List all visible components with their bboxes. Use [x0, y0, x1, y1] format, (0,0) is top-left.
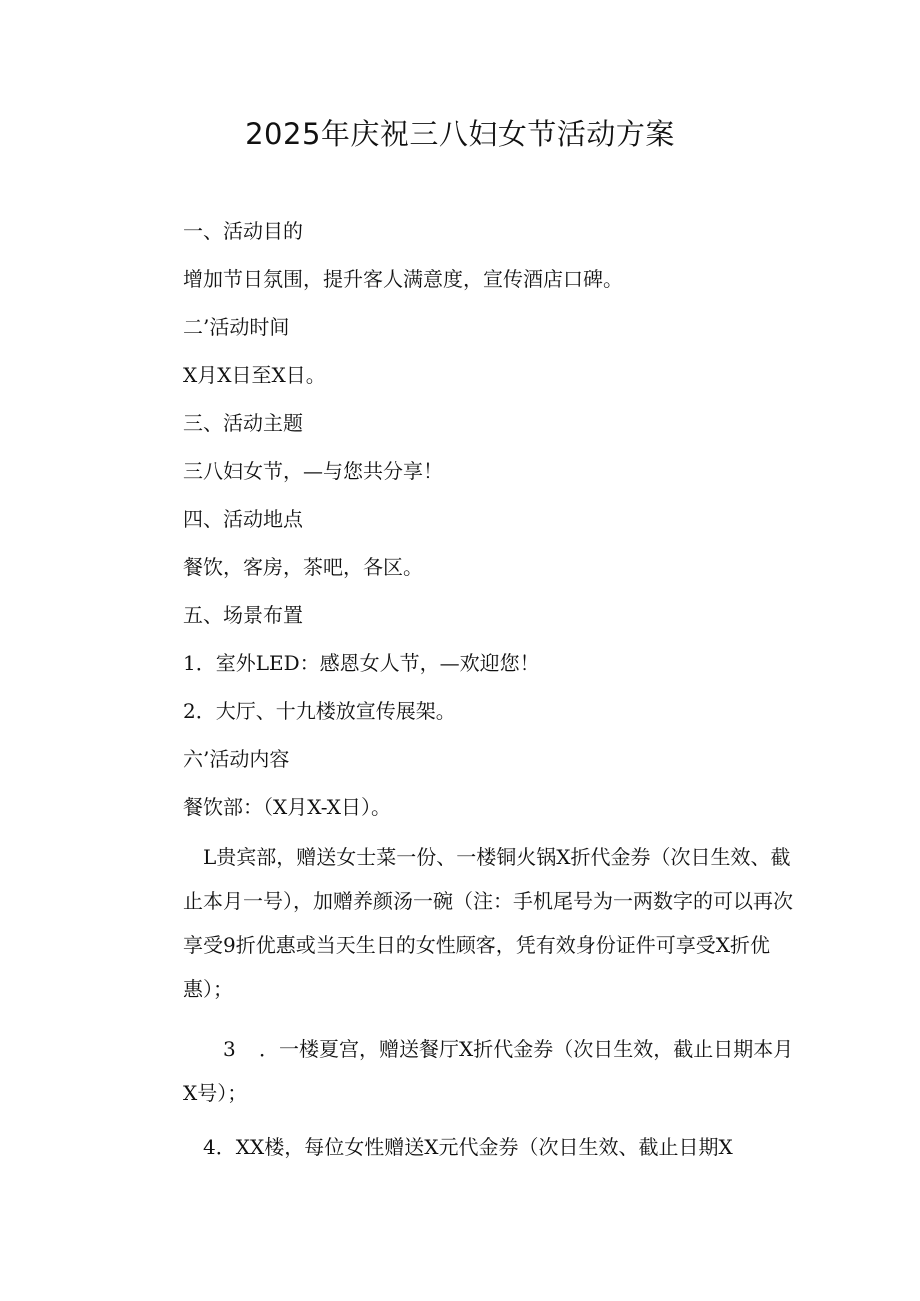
section-heading-decoration: 五、场景布置 — [183, 603, 303, 627]
item-number: 3 — [223, 1037, 236, 1061]
paragraph-location: 餐饮，客房，茶吧，各区。 — [183, 555, 423, 579]
paragraph-xx-floor-offer: 4．XX楼，每位女性赠送X元代金券（次日生效、截止日期X — [203, 1135, 733, 1159]
paragraph-catering: 餐饮部：（X月X-X日）。 — [183, 795, 392, 819]
section-heading-time: 二’活动时间 — [183, 315, 290, 339]
document-title: 2025年庆祝三八妇女节活动方案 — [245, 117, 675, 151]
paragraph-purpose: 增加节日氛围，提升客人满意度，宣传酒店口碑。 — [183, 267, 623, 291]
section-heading-location: 四、活动地点 — [183, 507, 303, 531]
paragraph-time: X月X日至X日。 — [183, 363, 326, 387]
section-heading-purpose: 一、活动目的 — [183, 219, 303, 243]
paragraph-theme: 三八妇女节，—与您共分享！ — [183, 459, 443, 483]
section-heading-theme: 三、活动主题 — [183, 411, 303, 435]
list-item-display-stand: 2．大厅、十九楼放宣传展架。 — [183, 699, 456, 723]
paragraph-vip-offer: L贵宾部，赠送女士菜一份、一楼铜火锅X折代金券（次日生效、截止本月一号），加赠养颜汤一碗（注：手机尾号为一两数字的可以再次享受9折优惠或当天生日的女性顾客，凭有效身份证件可享受X折优惠）； — [183, 845, 793, 1001]
paragraph-xiagong-offer — [183, 1027, 803, 1115]
list-item-led: 1．室外LED：感恩女人节，—欢迎您！ — [183, 651, 540, 675]
item-text: ．一楼夏宫，赠送餐厅X折代金券（次日生效，截止日期本月X号）； — [183, 1037, 794, 1105]
section-heading-content: 六’活动内容 — [183, 747, 290, 771]
